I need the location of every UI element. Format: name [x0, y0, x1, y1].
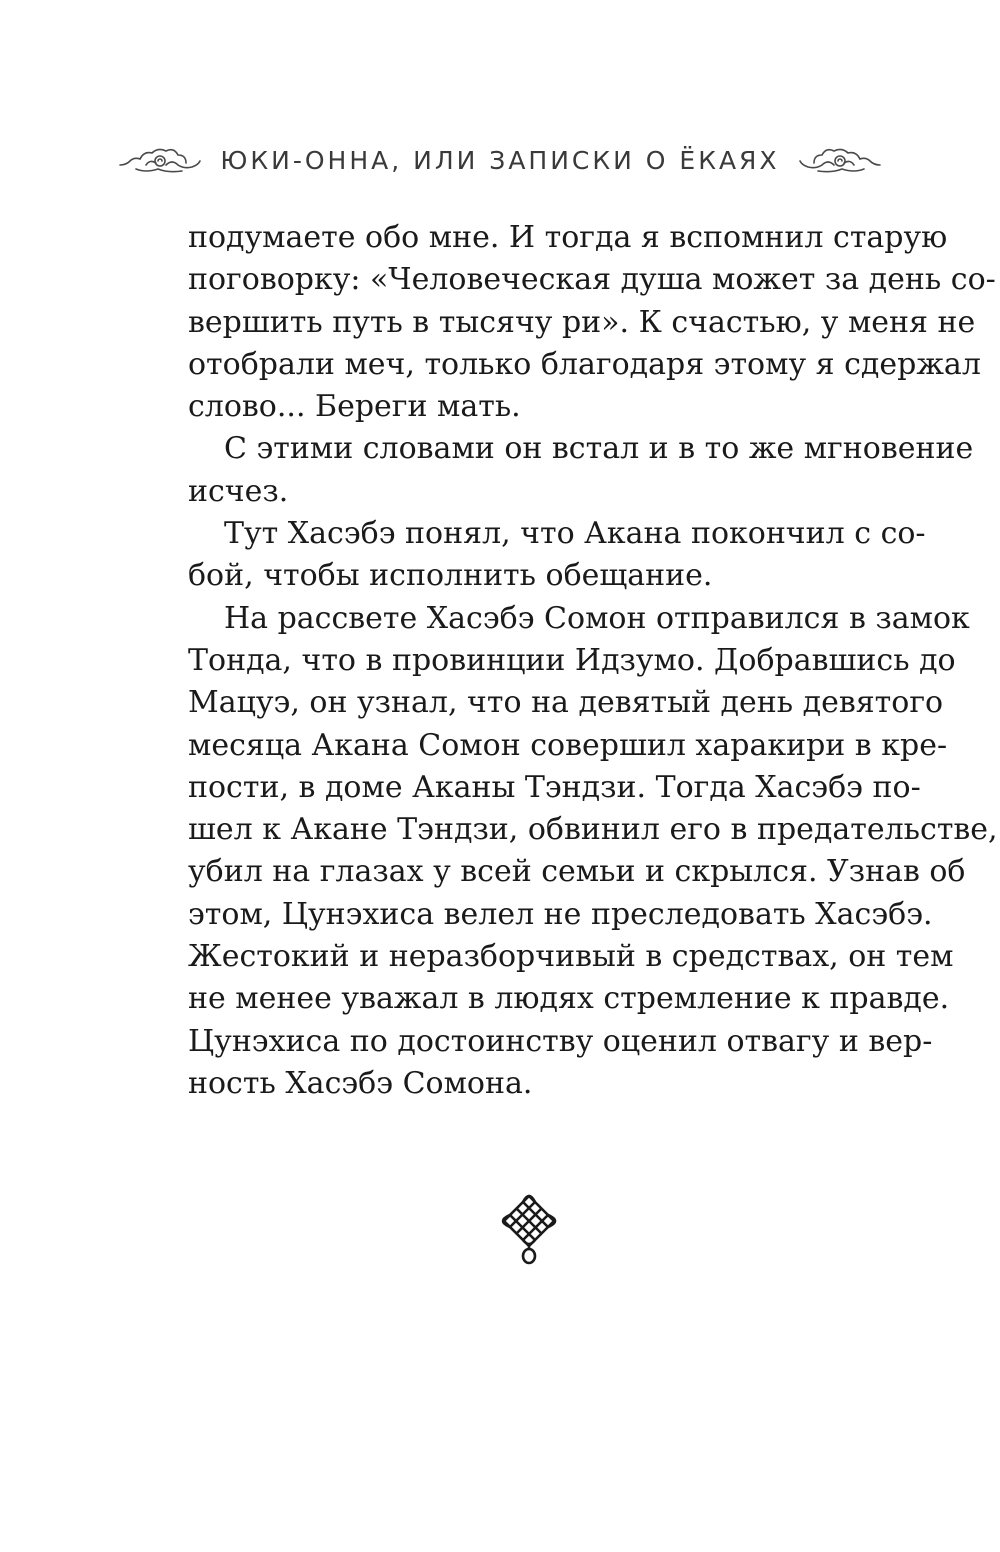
text-line: поговорку: «Человеческая душа может за день со-	[188, 262, 996, 298]
text-line: С этими словами он встал и в то же мгновение	[224, 431, 974, 467]
running-title: ЮКИ-ОННА, ИЛИ ЗАПИСКИ О ЁКАЯХ	[220, 145, 780, 175]
text-line: подумаете обо мне. И тогда я вспомнил старую	[188, 220, 948, 255]
text-line: убил на глазах у всей семьи и скрылся. Узнав об	[188, 854, 966, 890]
cloud-scroll-icon	[116, 143, 202, 177]
body-text	[188, 217, 998, 1105]
running-head	[0, 140, 1000, 180]
text-line: пости, в доме Аканы Тэндзи. Тогда Хасэбэ по-	[188, 769, 921, 805]
text-line: На рассвете Хасэбэ Сомон отправился в замок	[224, 600, 970, 636]
text-line: ность Хасэбэ Сомона.	[188, 1065, 533, 1101]
text-line: Тонда, что в провинции Идзумо. Добравшись до	[188, 642, 956, 678]
endless-knot-icon	[496, 1190, 562, 1266]
text-line: не менее уважал в людях стремление к правде.	[188, 981, 950, 1017]
text-line: Мацуэ, он узнал, что на девятый день девятого	[188, 685, 944, 721]
text-line: месяца Акана Сомон совершил харакири в кре-	[188, 727, 948, 763]
text-line: слово... Береги мать.	[188, 389, 521, 425]
text-line: вершить путь в тысячу ри». К счастью, у меня не	[188, 304, 976, 340]
text-line: исчез.	[188, 473, 289, 509]
cloud-scroll-icon	[798, 143, 884, 177]
text-line: этом, Цунэхиса велел не преследовать Хасэбэ.	[188, 896, 933, 932]
text-line: бой, чтобы исполнить обещание.	[188, 558, 713, 594]
text-line: отобрали меч, только благодаря этому я сдержал	[188, 346, 981, 382]
text-line: Цунэхиса по достоинству оценил отвагу и вер-	[188, 1023, 933, 1059]
text-line: Жестокий и неразборчивый в средствах, он тем	[188, 939, 954, 975]
text-line: шел к Акане Тэндзи, обвинил его в предательстве,	[188, 812, 998, 848]
text-line: Тут Хасэбэ понял, что Акана покончил с со-	[224, 516, 926, 552]
